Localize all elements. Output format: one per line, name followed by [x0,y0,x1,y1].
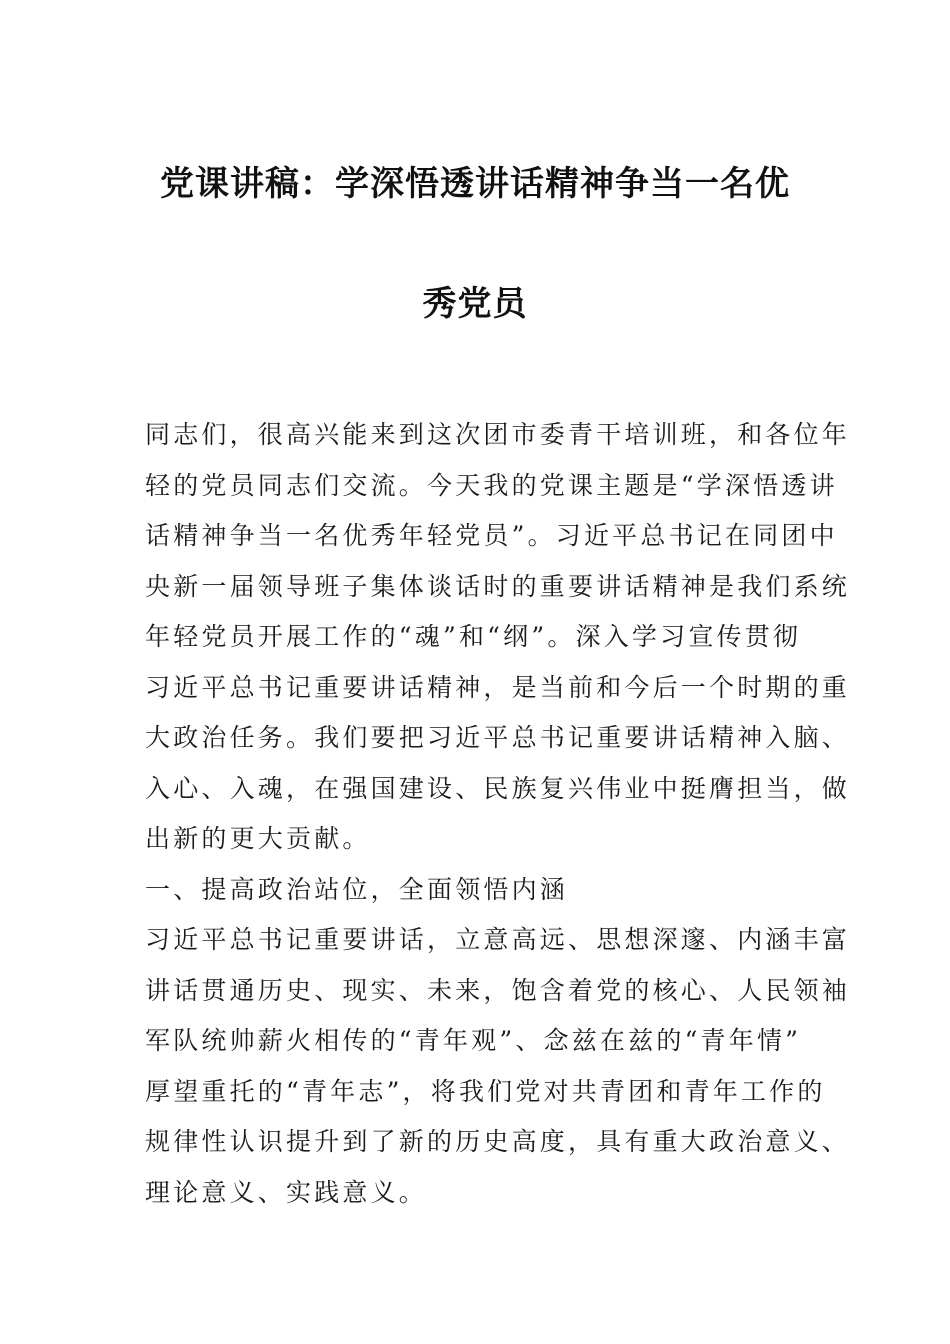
body-line: 年轻党员开展工作的“魂”和“纲”。深入学习宣传贯彻 [145,622,802,651]
body-line: 大政治任务。我们要把习近平总书记重要讲话精神入脑、 [145,723,851,752]
body-line: 出新的更大贡献。 [145,824,371,853]
section-heading: 一、提高政治站位，全面领悟内涵 [145,874,569,904]
body-line: 厚望重托的“青年志”，将我们党对共青团和青年工作的 [145,1076,826,1106]
body-line: 习近平总书记重要讲话，立意高远、思想深邃、内涵丰富 [145,925,851,954]
document-title-line-1: 党课讲稿：学深悟透讲话精神争当一名优 [160,164,790,204]
body-line: 同志们，很高兴能来到这次团市委青干培训班，和各位年 [145,420,851,449]
body-line: 轻的党员同志们交流。今天我的党课主题是“学深悟透讲 [145,470,838,500]
body-line: 央新一届领导班子集体谈话时的重要讲话精神是我们系统 [145,571,851,601]
body-line: 理论意义、实践意义。 [145,1177,428,1207]
body-line: 讲话贯通历史、现实、未来，饱含着党的核心、人民领袖 [145,975,851,1005]
body-line: 入心、入魂，在强国建设、民族复兴伟业中挺膺担当，做 [145,773,851,803]
body-line: 习近平总书记重要讲话精神，是当前和今后一个时期的重 [145,672,851,702]
document-title-line-2: 秀党员 [422,284,528,324]
document-body [145,410,851,1218]
body-line: 规律性认识提升到了新的历史高度，具有重大政治意义、 [145,1127,851,1156]
body-line: 话精神争当一名优秀年轻党员”。习近平总书记在同团中 [145,521,838,550]
body-line: 军队统帅薪火相传的“青年观”、念兹在兹的“青年情” [145,1026,802,1055]
